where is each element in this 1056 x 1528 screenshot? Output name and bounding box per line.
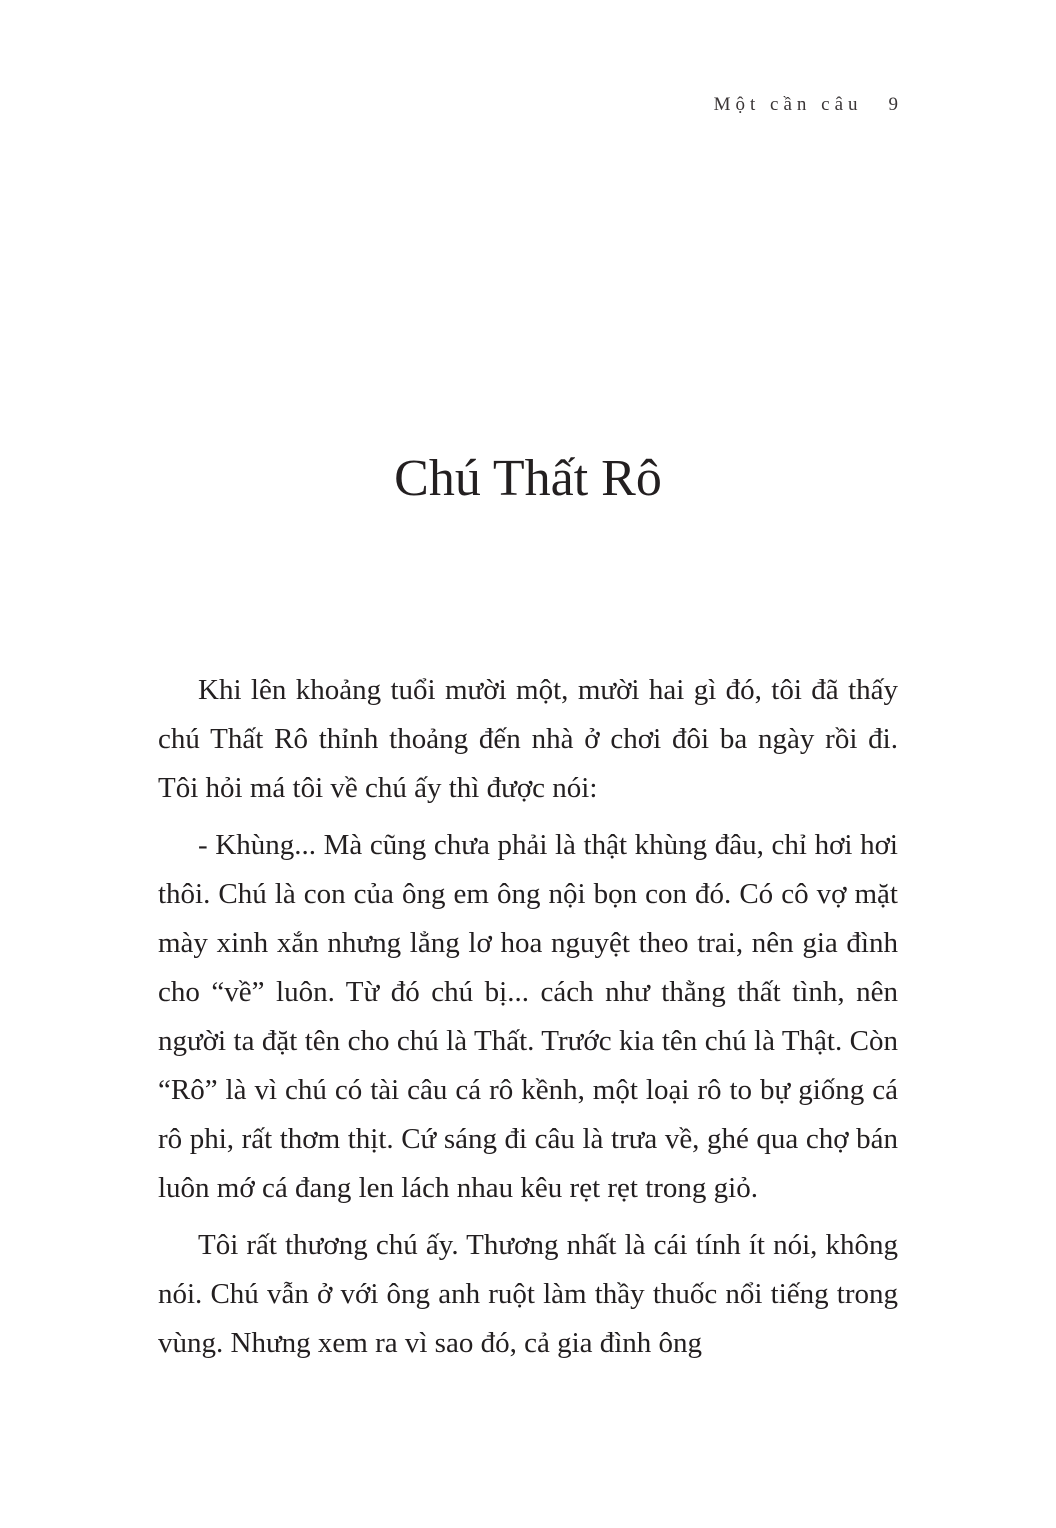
running-title: Một cần câu [713, 94, 863, 115]
running-header [714, 94, 898, 116]
paragraph: Khi lên khoảng tuổi mười một, mười hai gì đó, tôi đã thấy chú Thất Rô thỉnh thoảng đến nhà ở chơi đôi ba ngày rồi đi. Tôi hỏi má tôi về chú ấy thì được nói: [158, 674, 898, 804]
body-text [158, 666, 898, 1376]
chapter-title: Chú Thất Rô [394, 450, 662, 507]
paragraph: Tôi rất thương chú ấy. Thương nhất là cái tính ít nói, không nói. Chú vẫn ở với ông anh ruột làm thầy thuốc nổi tiếng trong vùng. Nhưng xem ra vì sao đó, cả gia đình ông [158, 1229, 898, 1359]
page-number: 9 [888, 94, 898, 115]
paragraph: - Khùng... Mà cũng chưa phải là thật khùng đâu, chỉ hơi hơi thôi. Chú là con của ông em ông nội bọn con đó. Có cô vợ mặt mày xinh xắn nhưng lẳng lơ hoa nguyệt theo trai, nên gia đình cho “về” luôn. Từ đó chú bị... cách như thằng thất tình, nên người ta đặt tên cho chú là Thất. Trước kia tên chú là Thật. Còn “Rô” là vì chú có tài câu cá rô kềnh, một loại rô to bự giống cá rô phi, rất thơm thịt. Cứ sáng đi câu là trưa về, ghé qua chợ bán luôn mớ cá đang len lách nhau kêu rẹt rẹt trong giỏ. [158, 829, 898, 1204]
